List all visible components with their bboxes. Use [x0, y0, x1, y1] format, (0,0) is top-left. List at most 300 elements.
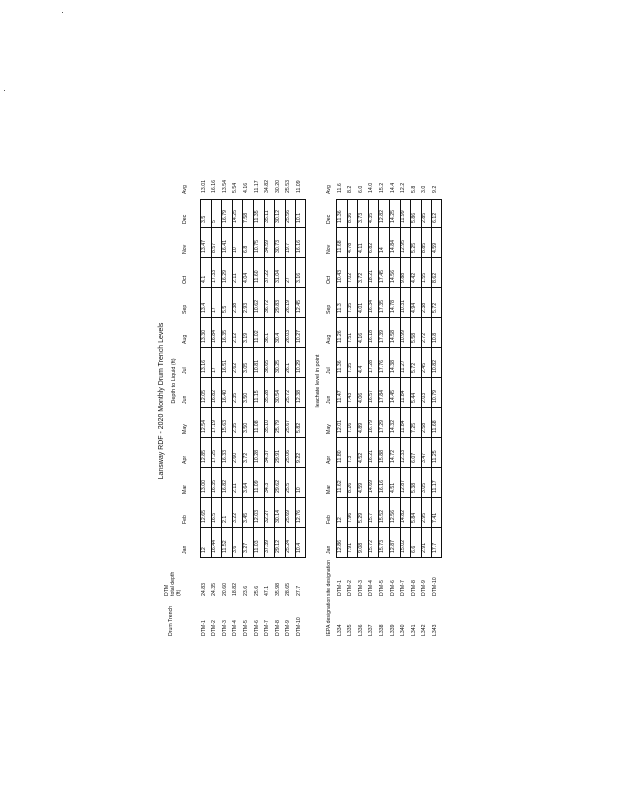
table-cell: 17.45 — [378, 270, 385, 283]
table-cell: 15.88 — [378, 450, 385, 463]
table-cell: 14 — [378, 247, 385, 253]
table-cell: 16.79 — [368, 420, 375, 433]
table-cell: 24.35 — [211, 583, 218, 596]
table-cell: 15.63 — [221, 420, 228, 433]
table-cell: 14.32 — [389, 420, 396, 433]
table-subtitle: leachate level in point — [315, 354, 321, 408]
table-cell: 18.21 — [368, 270, 375, 283]
table-cell: 16.16 — [211, 180, 218, 193]
table-cell: 29.83 — [274, 300, 281, 313]
table-cell: DTM-3 — [357, 580, 364, 596]
table-cell: 11.84 — [400, 420, 407, 433]
table-cell: 9.08 — [357, 542, 364, 553]
table-cell: 5.72 — [431, 302, 438, 313]
column-header: IEPA designation — [326, 596, 332, 636]
table-cell: 7.3 — [347, 455, 354, 463]
table-cell: 11.84 — [400, 390, 407, 403]
table-cell: 1.55 — [421, 272, 428, 283]
table-cell: 30.54 — [274, 390, 281, 403]
table-cell: 11.36 — [336, 210, 343, 223]
table-cell: 2.58 — [421, 422, 428, 433]
table-cell: 3.72 — [357, 272, 364, 283]
table-cell: 11.15 — [253, 390, 260, 403]
table-cell: DTM-9 — [421, 580, 428, 596]
table-cell: 2.38 — [421, 302, 428, 313]
table-cell: 10.79 — [431, 390, 438, 403]
table-cell: 12 — [200, 547, 207, 553]
table-cell: 23.6 — [242, 585, 249, 596]
table-cell: 11.6 — [336, 183, 343, 193]
table-cell: 12.95 — [400, 240, 407, 253]
column-header: Jul — [326, 367, 332, 374]
table-cell: 3.19 — [242, 332, 249, 343]
table-cell: 12.05 — [200, 390, 207, 403]
table-cell: 7.91 — [347, 542, 354, 553]
table-cell: 30.20 — [274, 180, 281, 193]
table-cell: 11.99 — [400, 210, 407, 223]
table-cell: 14.58 — [389, 330, 396, 343]
column-header: Drum Trench — [168, 606, 174, 636]
table-cell: 4.94 — [410, 302, 417, 313]
column-header: Oct — [326, 275, 332, 284]
table-cell: 3.50 — [242, 422, 249, 433]
table-cell: 2.1 — [221, 515, 228, 523]
row-label: L334 — [336, 624, 343, 636]
table-cell: 14.4 — [389, 182, 396, 193]
table-cell: 3.47 — [421, 452, 428, 463]
table-cell: 4.78 — [347, 242, 354, 253]
table-cell: 15.52 — [378, 510, 385, 523]
column-header: Sep — [182, 304, 188, 314]
table-cell: 8.26 — [347, 482, 354, 493]
table-cell: 26.03 — [285, 330, 292, 343]
column-header: Oct — [182, 275, 188, 284]
table-cell: 25.24 — [285, 540, 292, 553]
table-cell: 14.38 — [389, 360, 396, 373]
table-cell: 15.2 — [378, 182, 385, 193]
table-cell: 3.0 — [421, 185, 428, 193]
table-cell: 11.35 — [253, 210, 260, 223]
table-cell: 8.85 — [421, 242, 428, 253]
table-cell: 36.65 — [264, 360, 271, 373]
table-cell: 4.35 — [368, 212, 375, 223]
scan-speck — [62, 12, 63, 13]
column-header: Apr — [182, 455, 188, 464]
table-cell: 11.27 — [400, 360, 407, 373]
table-cell: 10.99 — [400, 330, 407, 343]
table-cell: 3.50 — [242, 392, 249, 403]
table-cell: 13.54 — [221, 180, 228, 193]
table-cell: 10.4 — [295, 542, 302, 553]
row-label: DTM-8 — [274, 620, 281, 636]
table-cell: 16.29 — [221, 270, 228, 283]
column-header: Jul — [182, 367, 188, 374]
row-label: DTM-1 — [200, 620, 207, 636]
table-cell: 7.35 — [347, 362, 354, 373]
table-cell: DTM-7 — [400, 580, 407, 596]
table-cell: 12.33 — [400, 450, 407, 463]
table-cell: 37.22 — [264, 270, 271, 283]
table-cell: 16.34 — [368, 300, 375, 313]
row-label: DTM-9 — [285, 620, 292, 636]
table-cell: 2.95 — [421, 512, 428, 523]
table-cell: 17.28 — [368, 360, 375, 373]
table-cell: 12.76 — [295, 510, 302, 523]
table-cell: 25.6 — [253, 585, 260, 596]
table-cell: 25.79 — [274, 420, 281, 433]
table-cell: 30.73 — [274, 240, 281, 253]
table-cell: 5.58 — [410, 332, 417, 343]
table-cell: 16.40 — [221, 390, 228, 403]
table-cell: 5.86 — [410, 212, 417, 223]
row-label: DTM-6 — [253, 620, 260, 636]
table-cell: 26.19 — [285, 300, 292, 313]
table-cell: 6.82 — [368, 242, 375, 253]
table-cell: 14.82 — [400, 510, 407, 523]
table-cell: 4.01 — [357, 302, 364, 313]
column-header: Aug — [326, 334, 332, 344]
column-header: Feb — [326, 515, 332, 524]
table-cell: 2.03 — [421, 392, 428, 403]
table-cell: 17 — [211, 307, 218, 313]
table-cell: 17.33 — [211, 270, 218, 283]
table-cell: 2.45 — [421, 362, 428, 373]
table-cell: 5.38 — [410, 482, 417, 493]
column-header: site designation — [326, 559, 332, 596]
table-cell: 13.16 — [200, 360, 207, 373]
table-cell: 14.72 — [389, 450, 396, 463]
table-cell: DTM-10 — [431, 577, 438, 596]
table-cell: 11.80 — [336, 450, 343, 463]
table-cell: 7.16 — [347, 422, 354, 433]
column-header: Jan — [326, 545, 332, 554]
table-cell: DTM-4 — [368, 580, 375, 596]
table-cell: 27.7 — [295, 585, 302, 596]
table-cell: DTM-1 — [336, 580, 343, 596]
table-cell: 16.82 — [221, 480, 228, 493]
table-cell: 17.29 — [378, 420, 385, 433]
table-cell: 14.25 — [389, 210, 396, 223]
table-cell: 7.43 — [347, 392, 354, 403]
table-cell: 5.54 — [232, 182, 239, 193]
table-cell: 3.05 — [242, 362, 249, 373]
table-cell: 7.35 — [347, 302, 354, 313]
table-cell: 4.89 — [357, 422, 364, 433]
row-label: L341 — [410, 624, 417, 636]
table-cell: 37.39 — [264, 540, 271, 553]
table-cell: 16.18 — [368, 330, 375, 343]
table-cell: 11.68 — [431, 420, 438, 433]
table-cell: 16.44 — [211, 540, 218, 553]
column-header: Mar — [326, 485, 332, 494]
table-cell: 6.0 — [357, 185, 364, 193]
table-cell: 9.2 — [431, 185, 438, 193]
table-cell: 15.72 — [368, 540, 375, 553]
table-cell: 30.14 — [274, 510, 281, 523]
table-cell: 5 — [211, 220, 218, 223]
table-cell: 16.82 — [211, 390, 218, 403]
table-cell: 12.38 — [295, 390, 302, 403]
table-cell: 13.30 — [200, 330, 207, 343]
column-header: Dec — [182, 214, 188, 224]
page-title: Lansway RDF - 2020 Monthly Drum Trench Levels — [158, 322, 165, 480]
table-cell: 27 — [285, 277, 292, 283]
table-cell: 34.37 — [264, 450, 271, 463]
table-cell: 4.16 — [242, 182, 249, 193]
table-cell: 12.87 — [389, 540, 396, 553]
table-cell: 36.1 — [264, 332, 271, 343]
row-label: L338 — [378, 624, 385, 636]
column-header: May — [326, 424, 332, 434]
table-cell: 16.51 — [221, 360, 228, 373]
table-cell: 8.2 — [347, 185, 354, 193]
table-cell: 12.03 — [253, 510, 260, 523]
table-cell: 6.8 — [242, 245, 249, 253]
table-cell: 2.85 — [421, 212, 428, 223]
table-cell: 25.5 — [285, 482, 292, 493]
table-cell: 5.44 — [410, 392, 417, 403]
table-cell: 25.53 — [285, 180, 292, 193]
table-cell: 5.29 — [357, 512, 364, 523]
table-cell: DTM-5 — [378, 580, 385, 596]
table-cell: 3.64 — [242, 482, 249, 493]
table-cell: 29.91 — [274, 450, 281, 463]
table-cell: 12.86 — [336, 540, 343, 553]
table-cell: 16.16 — [378, 480, 385, 493]
table-cell: 12.82 — [378, 210, 385, 223]
table-cell: 32.27 — [264, 510, 271, 523]
table-cell: 3.27 — [242, 542, 249, 553]
row-label: L335 — [347, 624, 354, 636]
table-cell: 29.62 — [274, 480, 281, 493]
column-header: Jan — [182, 545, 188, 554]
table-cell: 11.09 — [253, 480, 260, 493]
table-cell: 34.59 — [264, 240, 271, 253]
table-cell: 14.45 — [389, 390, 396, 403]
table-subtitle: Depth to Liquid (ft) — [171, 358, 177, 404]
table-cell: 10.82 — [431, 360, 438, 373]
table-cell: 5.5 — [221, 305, 228, 313]
table-cell: 12.65 — [200, 510, 207, 523]
table-cell: 11.02 — [253, 330, 260, 343]
table-cell: 2.35 — [232, 422, 239, 433]
table-cell: 17.39 — [378, 330, 385, 343]
table-cell: 12.87 — [400, 480, 407, 493]
table-cell: 35.98 — [274, 583, 281, 596]
table-cell: 11.08 — [253, 420, 260, 433]
table-cell: 12 — [336, 517, 343, 523]
table-cell: 16.35 — [221, 330, 228, 343]
table-cell: 8.36 — [347, 212, 354, 223]
table-cell: 9.22 — [295, 452, 302, 463]
table-cell: 17.25 — [211, 450, 218, 463]
table-cell: 31.04 — [274, 270, 281, 283]
row-label: L340 — [400, 624, 407, 636]
table-cell: 11.36 — [336, 360, 343, 373]
table-cell: 11.62 — [336, 480, 343, 493]
table-cell: 2.93 — [242, 302, 249, 313]
table-cell: 3.5 — [200, 215, 207, 223]
table-cell: 11.47 — [336, 390, 343, 403]
table-cell: 2.60 — [232, 452, 239, 463]
table-cell: 13.01 — [200, 180, 207, 193]
table-cell: 34.3 — [264, 482, 271, 493]
table-cell: 10.43 — [336, 270, 343, 283]
column-header: Apr — [326, 455, 332, 464]
table-cell: 17 — [211, 367, 218, 373]
table-cell: 13.4 — [200, 302, 207, 313]
table-cell: 16.21 — [368, 450, 375, 463]
rotated-page — [158, 166, 458, 636]
table-cell: 17.19 — [211, 420, 218, 433]
table-cell: 8.57 — [211, 242, 218, 253]
table-cell: 11.17 — [431, 480, 438, 493]
table-cell: 30.25 — [274, 360, 281, 373]
table-cell: 4.06 — [357, 392, 364, 403]
table-cell: 4.42 — [410, 272, 417, 283]
column-header: Jun — [182, 395, 188, 404]
row-label: DTM-10 — [295, 617, 302, 636]
table-cell: 14.69 — [368, 480, 375, 493]
table-cell: 10.1 — [295, 212, 302, 223]
table-cell: 3.05 — [421, 482, 428, 493]
table-cell: 10 — [232, 247, 239, 253]
table-cell: 17.35 — [378, 300, 385, 313]
table-cell: 12.85 — [200, 450, 207, 463]
column-header: Jun — [326, 395, 332, 404]
row-label: L342 — [421, 624, 428, 636]
table-cell: 2.35 — [232, 392, 239, 403]
table-cell: 3.16 — [295, 272, 302, 283]
table-cell: 14.0 — [368, 182, 375, 193]
table-cell: 4.11 — [357, 243, 364, 253]
table-cell: 2.11 — [232, 273, 239, 283]
table-cell: 35.10 — [264, 420, 271, 433]
column-header: Mar — [182, 485, 188, 494]
table-cell: 13.47 — [200, 240, 207, 253]
table-cell: 9.88 — [400, 272, 407, 283]
table-cell: 10.81 — [253, 360, 260, 373]
table-cell: 5.25 — [410, 242, 417, 253]
table-cell: 15.02 — [400, 540, 407, 553]
table-cell: 20.60 — [221, 583, 228, 596]
table-cell: 35.28 — [264, 390, 271, 403]
table-cell: 14.25 — [232, 210, 239, 223]
column-header: Dec — [326, 214, 332, 224]
table-cell: 25.69 — [285, 510, 292, 523]
table-cell: 5.84 — [410, 512, 417, 523]
table-cell: 5.82 — [295, 422, 302, 433]
table-cell: 12.01 — [336, 420, 343, 433]
column-header: Avg — [182, 185, 188, 194]
table-cell: 16.79 — [221, 210, 228, 223]
table-cell: 3.22 — [232, 512, 239, 523]
table-cell: 3.73 — [357, 212, 364, 223]
table-cell: 7.51 — [347, 332, 354, 343]
table-cell: 3.45 — [242, 512, 249, 523]
row-label: L337 — [368, 624, 375, 636]
column-header: May — [182, 424, 188, 434]
table-cell: 30.12 — [274, 210, 281, 223]
row-label: L343 — [431, 624, 438, 636]
table-cell: 17.7 — [431, 542, 438, 553]
row-label: DTM-5 — [242, 620, 249, 636]
table-cell: 7.96 — [347, 512, 354, 523]
table-cell: 25.72 — [285, 390, 292, 403]
table-cell: 11.68 — [336, 240, 343, 253]
table-cell: 12.54 — [200, 420, 207, 433]
table-cell: 36.72 — [264, 300, 271, 313]
column-header: DTM total depth (ft) — [164, 571, 182, 596]
table-cell: 4.51 — [389, 482, 396, 493]
table-cell: 16.35 — [211, 480, 218, 493]
table-cell: 34.82 — [264, 180, 271, 193]
table-cell: 15.73 — [378, 540, 385, 553]
table-cell: 6.07 — [410, 452, 417, 463]
table-cell: 11.60 — [253, 270, 260, 283]
table-cell: 3.6 — [232, 545, 239, 553]
table-cell: 11.09 — [295, 180, 302, 193]
column-header: Sep — [326, 304, 332, 314]
column-header: Aug — [182, 334, 188, 344]
table-cell: 14.56 — [389, 270, 396, 283]
column-header: Feb — [182, 515, 188, 524]
table-cell: 4.52 — [357, 452, 364, 463]
table-cell: 47.1 — [264, 585, 271, 596]
table-cell: 17.76 — [378, 360, 385, 373]
table-cell: 11.25 — [431, 450, 438, 463]
column-header: Avg — [326, 185, 332, 194]
table-cell: 19.7 — [285, 242, 292, 253]
table-cell: 16.57 — [368, 390, 375, 403]
table-cell: 12.45 — [295, 300, 302, 313]
table-cell: 26.1 — [285, 362, 292, 373]
table-cell: 4.59 — [357, 482, 364, 493]
table-cell: 11.52 — [221, 540, 228, 553]
table-cell: 11.03 — [253, 540, 260, 553]
table-cell: 4.1 — [200, 275, 207, 283]
table-cell: 10 — [295, 487, 302, 493]
table-cell: 10.29 — [295, 360, 302, 373]
table-cell: DTM-8 — [410, 580, 417, 596]
table-cell: 3.72 — [242, 452, 249, 463]
table-cell: 7.02 — [347, 272, 354, 283]
table-cell: 14.78 — [389, 300, 396, 313]
table-cell: 11.26 — [336, 330, 343, 343]
table-cell: 6.6 — [410, 545, 417, 553]
scan-speck — [4, 90, 5, 91]
table-cell: 2.11 — [232, 483, 239, 493]
table-cell: 25.56 — [285, 210, 292, 223]
table-cell: 2.12 — [232, 332, 239, 343]
table-cell: 16.16 — [295, 240, 302, 253]
column-header: Nov — [326, 244, 332, 254]
table-cell: 4.59 — [431, 242, 438, 253]
table-cell: 7.41 — [431, 512, 438, 523]
table-cell: 16.5 — [211, 512, 218, 523]
table-cell: DTM-6 — [389, 580, 396, 596]
table-cell: 18.82 — [232, 583, 239, 596]
table-cell: 4.4 — [357, 365, 364, 373]
table-cell: 17.84 — [378, 390, 385, 403]
table-cell: 10.27 — [295, 330, 302, 343]
table-cell: 12.2 — [400, 182, 407, 193]
table-cell: 28.65 — [285, 583, 292, 596]
table-cell: 11.3 — [336, 303, 343, 313]
table-cell: DTM-2 — [347, 580, 354, 596]
table-cell: 2.38 — [232, 302, 239, 313]
row-label: DTM-4 — [232, 620, 239, 636]
